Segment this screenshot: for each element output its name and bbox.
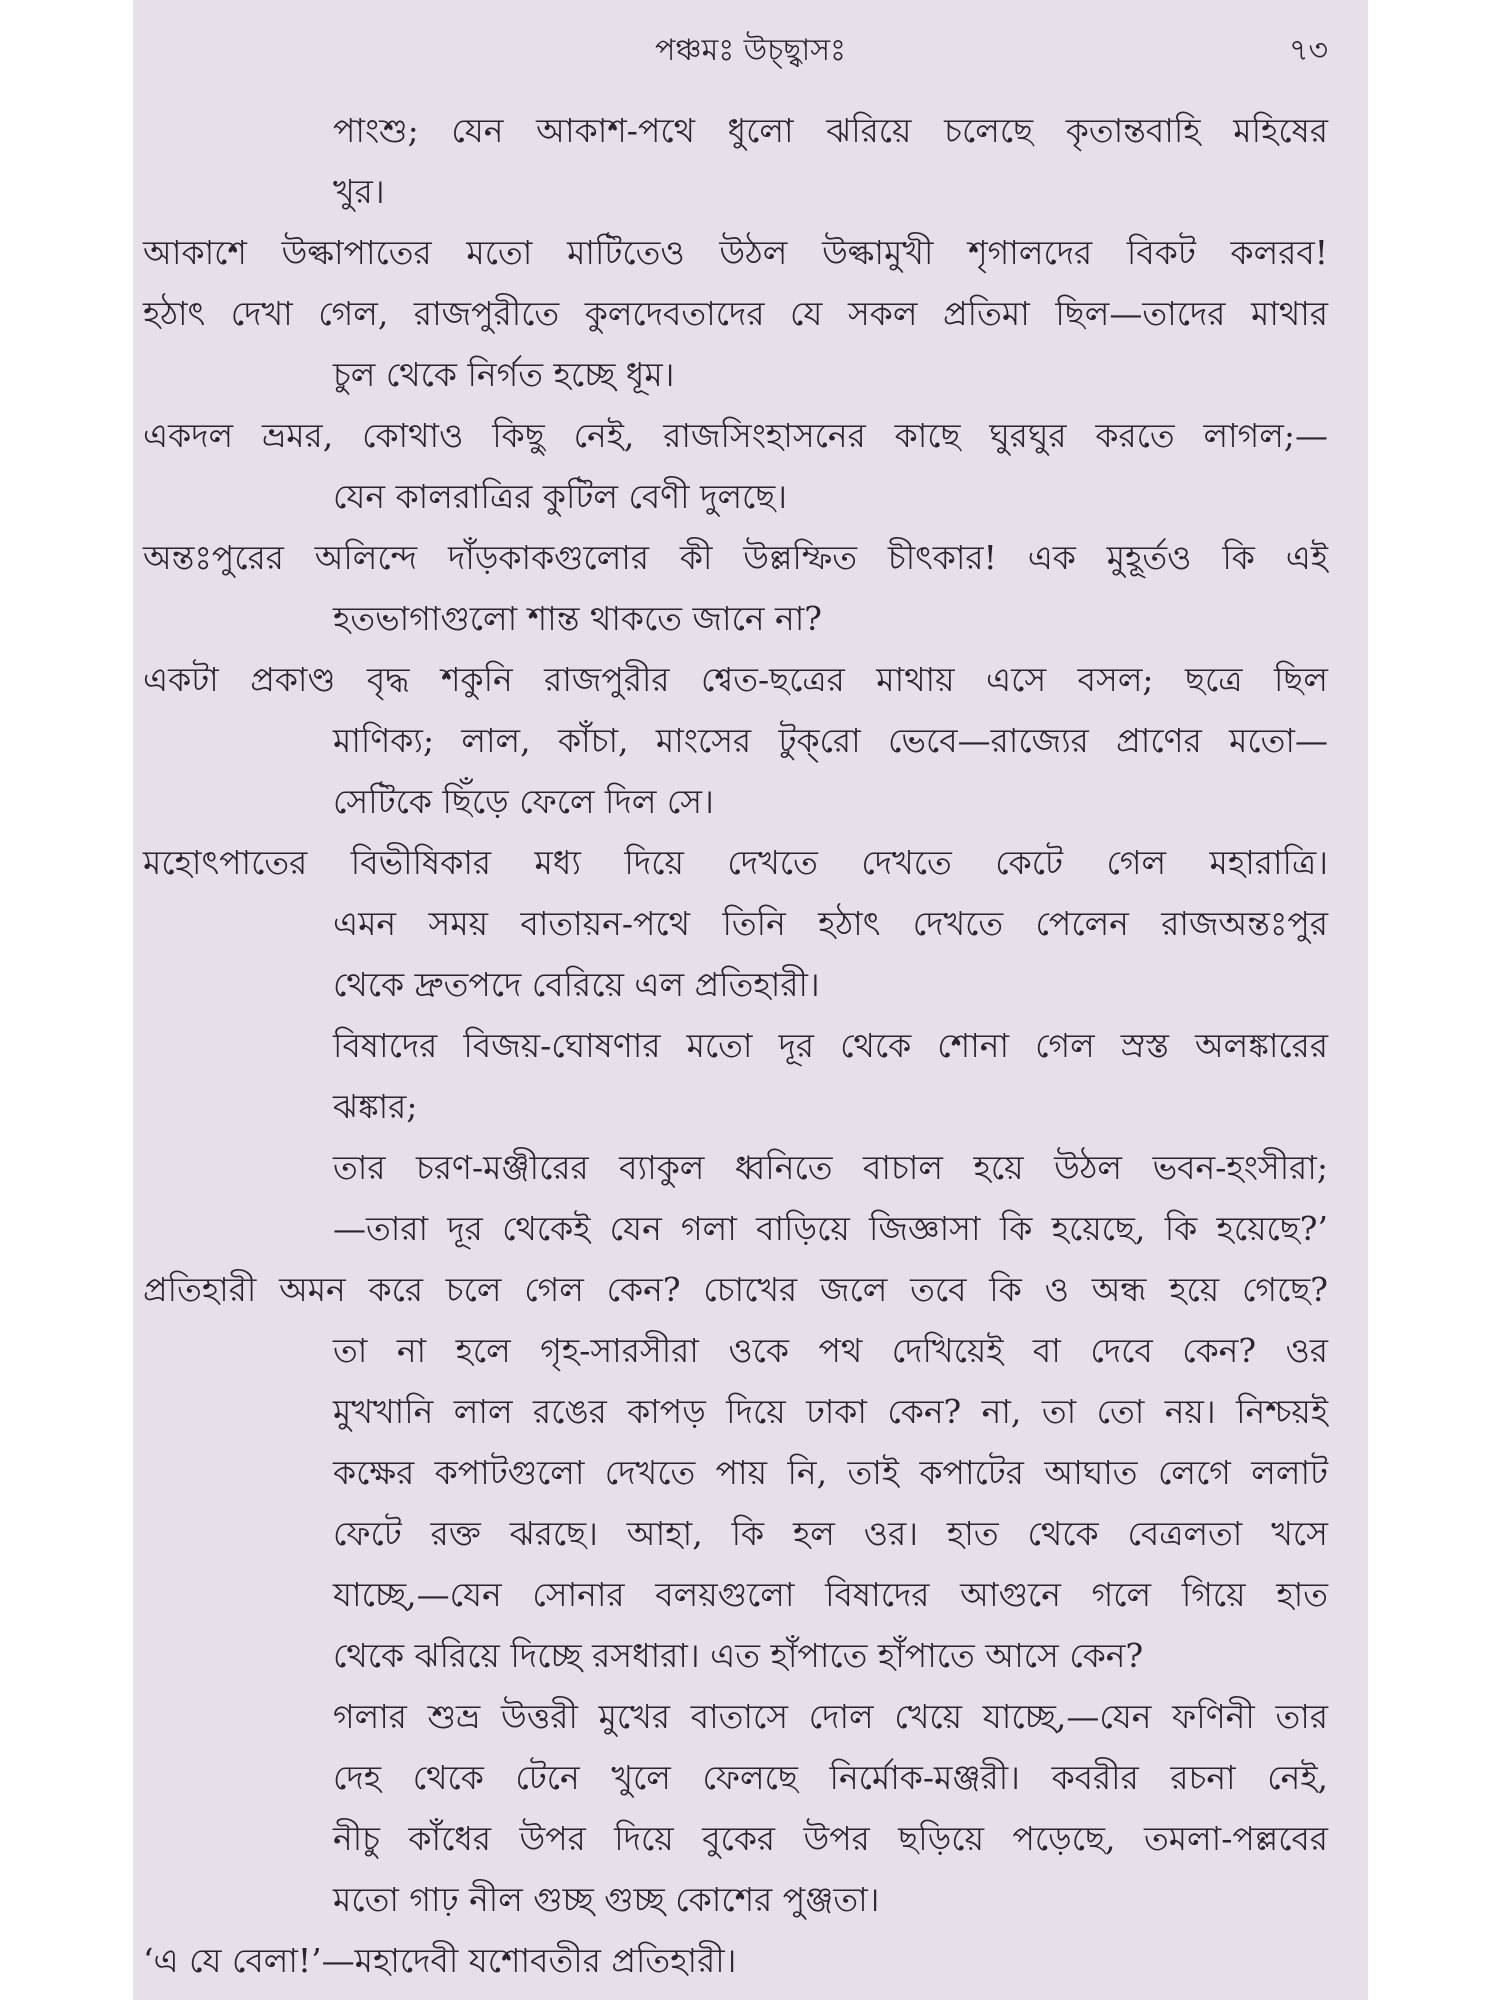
text-line: তা না হলে গৃহ-সারসীরা ওকে পথ দেখিয়েই বা দেবে কেন? ওর [333,1331,1328,1370]
text-line: ফেটে রক্ত ঝরছে। আহা, কি হল ওর। হাত থেকে বেত্রলতা খসে [333,1514,1328,1553]
text-line: হঠাৎ দেখা গেল, রাজপুরীতে কুলদেবতাদের যে সকল প্রতিমা ছিল—তাদের মাথার [143,294,1328,333]
page-header [133,26,1368,76]
text-line: হতভাগাগুলো শান্ত থাকতে জানে না? [333,599,822,638]
text-line: ঝঙ্কার; [333,1087,418,1126]
text-line: কক্ষের কপাটগুলো দেখতে পায় নি, তাই কপাটের আঘাত লেগে ললাট [333,1453,1328,1492]
text-line: মহোৎপাতের বিভীষিকার মধ্য দিয়ে দেখতে দেখতে কেটে গেল মহারাত্রি। [143,843,1328,882]
text-line: যাচ্ছে,—যেন সোনার বলয়গুলো বিষাদের আগুনে গলে গিয়ে হাত [333,1575,1328,1614]
book-page [133,0,1368,2000]
text-line: একদল ভ্রমর, কোথাও কিছু নেই, রাজসিংহাসনের কাছে ঘুরঘুর করতে লাগল;— [143,416,1328,455]
text-line: ‘এ যে বেলা!’—মহাদেবী যশোবতীর প্রতিহারী। [143,1941,737,1980]
text-line: থেকে ঝরিয়ে দিচ্ছে রসধারা। এত হাঁপাতে হাঁপাতে আসে কেন? [333,1636,1144,1675]
text-line: দেহ থেকে টেনে খুলে ফেলছে নির্মোক-মঞ্জরী। কবরীর রচনা নেই, [333,1758,1328,1797]
text-line: নীচু কাঁধের উপর দিয়ে বুকের উপর ছড়িয়ে পড়েছে, তমলা-পল্লবের [333,1819,1328,1858]
text-line: মুখখানি লাল রঙের কাপড় দিয়ে ঢাকা কেন? না, তা তো নয়। নিশ্চয়ই [333,1392,1328,1431]
text-line: একটা প্রকাণ্ড বৃদ্ধ শকুনি রাজপুরীর শ্বেত-ছত্রের মাথায় এসে বসল; ছত্রে ছিল [143,660,1328,699]
text-line: মাণিক্য; লাল, কাঁচা, মাংসের টুক্‌রো ভেবে—রাজ্যের প্রাণের মতো— [333,721,1328,760]
text-line: গলার শুভ্র উত্তরী মুখের বাতাসে দোল খেয়ে যাচ্ছে,—যেন ফণিনী তার [333,1697,1328,1736]
text-line: পাংশু; যেন আকাশ-পথে ধুলো ঝরিয়ে চলেছে কৃতান্তবাহি মহিষের [333,111,1328,150]
text-line: অন্তঃপুরের অলিন্দে দাঁড়কাকগুলোর কী উল্লম্ফিত চীৎকার! এক মুহূর্তও কি এই [143,538,1328,577]
text-line: প্রতিহারী অমন করে চলে গেল কেন? চোখের জলে তবে কি ও অন্ধ হয়ে গেছে? [143,1270,1328,1309]
text-line: এমন সময় বাতায়ন-পথে তিনি হঠাৎ দেখতে পেলেন রাজঅন্তঃপুর [333,904,1328,943]
text-line: —তারা দূর থেকেই যেন গলা বাড়িয়ে জিজ্ঞাসা কি হয়েছে, কি হয়েছে?’ [333,1209,1328,1248]
text-line: বিষাদের বিজয়-ঘোষণার মতো দূর থেকে শোনা গেল স্রস্ত অলঙ্কারের [333,1026,1328,1065]
page-number: ৭৩ [1288,33,1328,68]
text-line: খুর। [333,172,385,211]
text-line: সেটিকে ছিঁড়ে ফেলে দিল সে। [333,782,714,821]
text-line: আকাশে উল্কাপাতের মতো মাটিতেও উঠল উল্কামুখী শৃগালদের বিকট কলরব! [143,233,1328,272]
text-line: থেকে দ্রুতপদে বেরিয়ে এল প্রতিহারী। [333,965,820,1004]
text-line: যেন কালরাত্রির কুটিল বেণী দুলছে। [333,477,788,516]
running-head: পঞ্চমঃ উচ্ছ্বাসঃ [654,33,847,68]
text-line: চুল থেকে নির্গত হচ্ছে ধূম। [333,355,675,394]
text-line: তার চরণ-মঞ্জীরের ব্যাকুল ধ্বনিতে বাচাল হয়ে উঠল ভবন-হংসীরা; [333,1148,1328,1187]
text-line: মতো গাঢ় নীল গুচ্ছ গুচ্ছ কোশের পুঞ্জতা। [333,1880,880,1919]
